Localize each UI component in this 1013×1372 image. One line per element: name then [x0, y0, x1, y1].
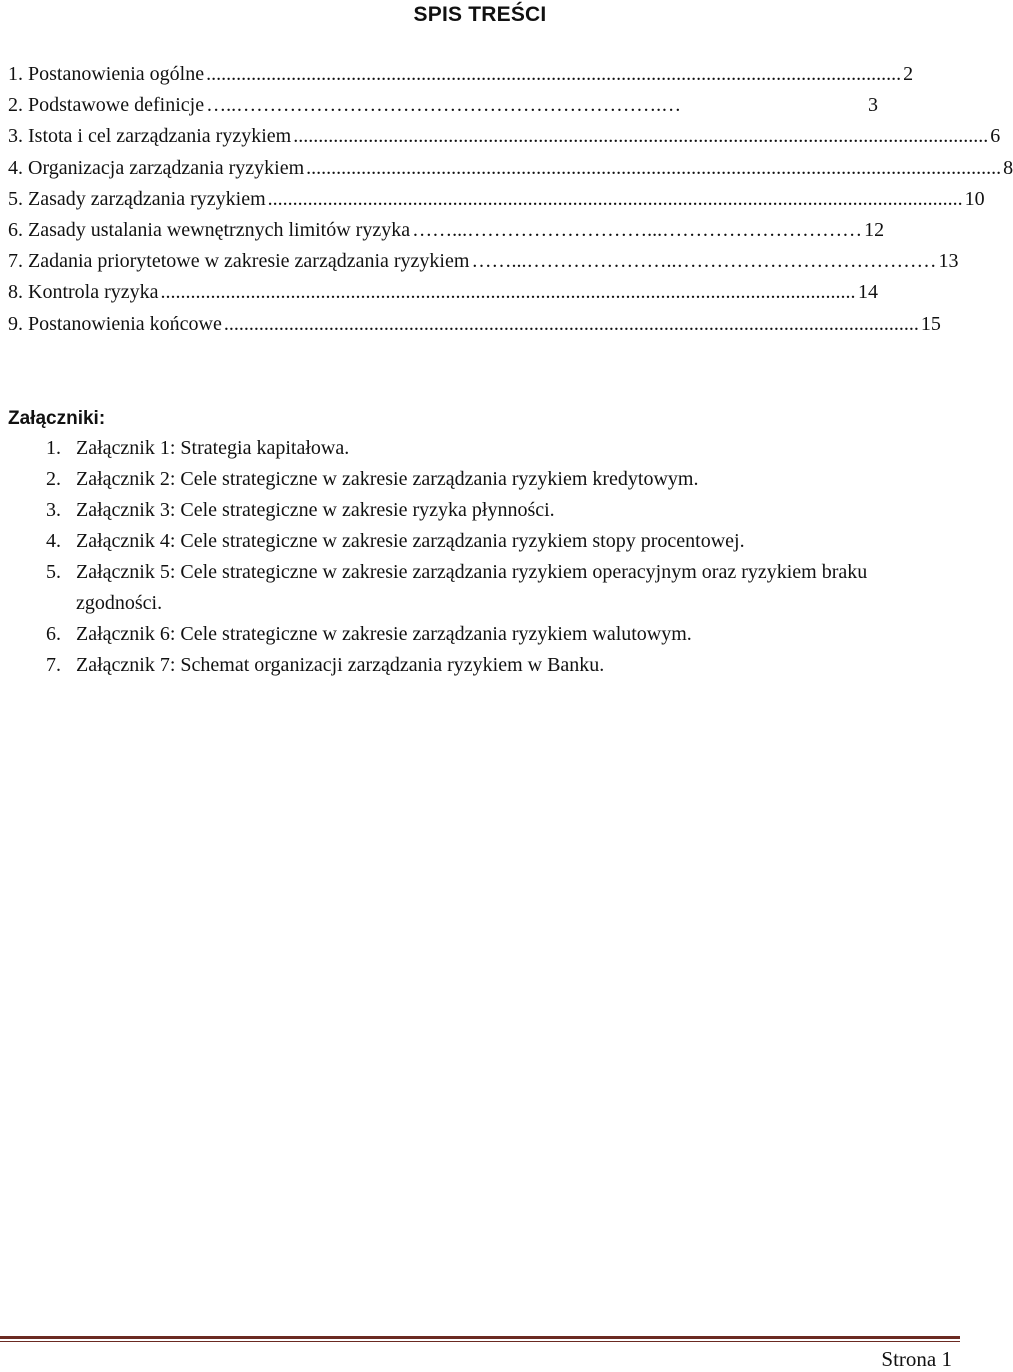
attachment-item-6[interactable]	[0, 619, 958, 650]
attachment-text: Załącznik 2: Cele strategiczne w zakresie zarządzania ryzykiem kredytowym.	[76, 468, 699, 490]
attachment-item-4[interactable]	[0, 526, 958, 557]
toc-entry-leader: ...........................................................................................................................................	[306, 156, 1002, 179]
attachment-text: Załącznik 3: Cele strategiczne w zakresie ryzyka płynności.	[76, 499, 555, 521]
toc-entry-9[interactable]	[8, 309, 941, 340]
attachment-number: 6.	[46, 623, 61, 645]
attachments-list	[0, 433, 958, 681]
attachment-number: 3.	[46, 499, 61, 521]
footer-divider-thick	[0, 1336, 960, 1339]
attachment-item-2[interactable]	[0, 464, 958, 495]
toc-entry-page-number: 14	[858, 281, 878, 304]
toc-entry-label: 9. Postanowienia końcowe	[8, 312, 222, 335]
toc-entry-leader: ...........................................................................................................................................	[223, 312, 919, 335]
attachment-item-5[interactable]	[0, 557, 958, 619]
attachment-item-1[interactable]	[0, 433, 958, 464]
table-of-contents	[8, 59, 1013, 340]
attachment-text: Załącznik 4: Cele strategiczne w zakresie zarządzania ryzykiem stopy procentowej.	[76, 530, 745, 552]
toc-entry-page-number: 8	[1003, 156, 1013, 179]
attachment-text: Załącznik 6: Cele strategiczne w zakresie zarządzania ryzykiem walutowym.	[76, 623, 692, 645]
toc-entry-leader: ……...…………………..…………………………………	[471, 250, 937, 273]
toc-entry-leader: ...........................................................................................................................................	[160, 281, 856, 304]
toc-entry-page-number: 12	[864, 218, 885, 241]
toc-entry-label: 8. Kontrola ryzyka	[8, 281, 159, 304]
toc-entry-label: 2. Podstawowe definicje	[8, 94, 205, 117]
toc-entry-label: 3. Istota i cel zarządzania ryzykiem	[8, 125, 292, 148]
attachments-heading: Załączniki:	[8, 408, 106, 429]
toc-entry-7[interactable]	[8, 246, 959, 277]
toc-entry-page-number: 15	[920, 312, 941, 335]
toc-entry-8[interactable]	[8, 277, 878, 308]
toc-entry-leader: ……...………………………...…………………………	[412, 218, 863, 241]
toc-entry-label: 7. Zadania priorytetowe w zakresie zarządzania ryzykiem	[8, 250, 470, 273]
toc-entry-label: 1. Postanowienia ogólne	[8, 63, 205, 85]
toc-entry-label: 4. Organizacja zarządzania ryzykiem	[8, 156, 305, 179]
toc-entry-page-number: 2	[903, 63, 914, 85]
toc-entry-leader: ...........................................................................................................................................	[293, 125, 989, 148]
toc-entry-leader: ...........................................................................................................................................	[206, 63, 902, 85]
attachment-item-7[interactable]	[0, 650, 958, 681]
toc-entry-3[interactable]	[8, 121, 1001, 152]
toc-entry-4[interactable]	[8, 153, 1013, 184]
attachment-number: 7.	[46, 654, 61, 676]
toc-entry-6[interactable]	[8, 215, 885, 246]
attachment-number: 1.	[46, 437, 61, 459]
toc-entry-leader: ...........................................................................................................................................	[267, 187, 963, 210]
toc-entry-label: 5. Zasady zarządzania ryzykiem	[8, 187, 266, 210]
attachment-number: 4.	[46, 530, 61, 552]
attachment-number: 5.	[46, 561, 61, 583]
attachment-number: 2.	[46, 468, 61, 490]
toc-entry-1[interactable]	[8, 59, 914, 90]
toc-entry-page-number: 13	[938, 250, 959, 273]
footer-page-number: Strona 1	[881, 1347, 952, 1371]
toc-entry-page-number: 3	[868, 94, 878, 117]
attachment-text: Załącznik 7: Schemat organizacji zarządzania ryzykiem w Banku.	[76, 654, 605, 676]
toc-entry-page-number: 6	[990, 125, 1001, 148]
toc-entry-leader: …..……………………………………………………….…	[206, 94, 682, 117]
attachment-item-3[interactable]	[0, 495, 958, 526]
toc-entry-5[interactable]	[8, 184, 985, 215]
page-title: SPIS TREŚCI	[413, 3, 547, 26]
toc-entry-page-number: 10	[964, 187, 985, 210]
toc-entry-2[interactable]	[8, 90, 878, 121]
attachment-text: Załącznik 1: Strategia kapitałowa.	[76, 437, 350, 459]
footer-divider-thin	[0, 1341, 960, 1342]
attachment-text: Załącznik 5: Cele strategiczne w zakresie zarządzania ryzykiem operacyjnym oraz ryzykiem braku zgodności.	[76, 561, 868, 614]
toc-entry-label: 6. Zasady ustalania wewnętrznych limitów ryzyka	[8, 218, 411, 241]
